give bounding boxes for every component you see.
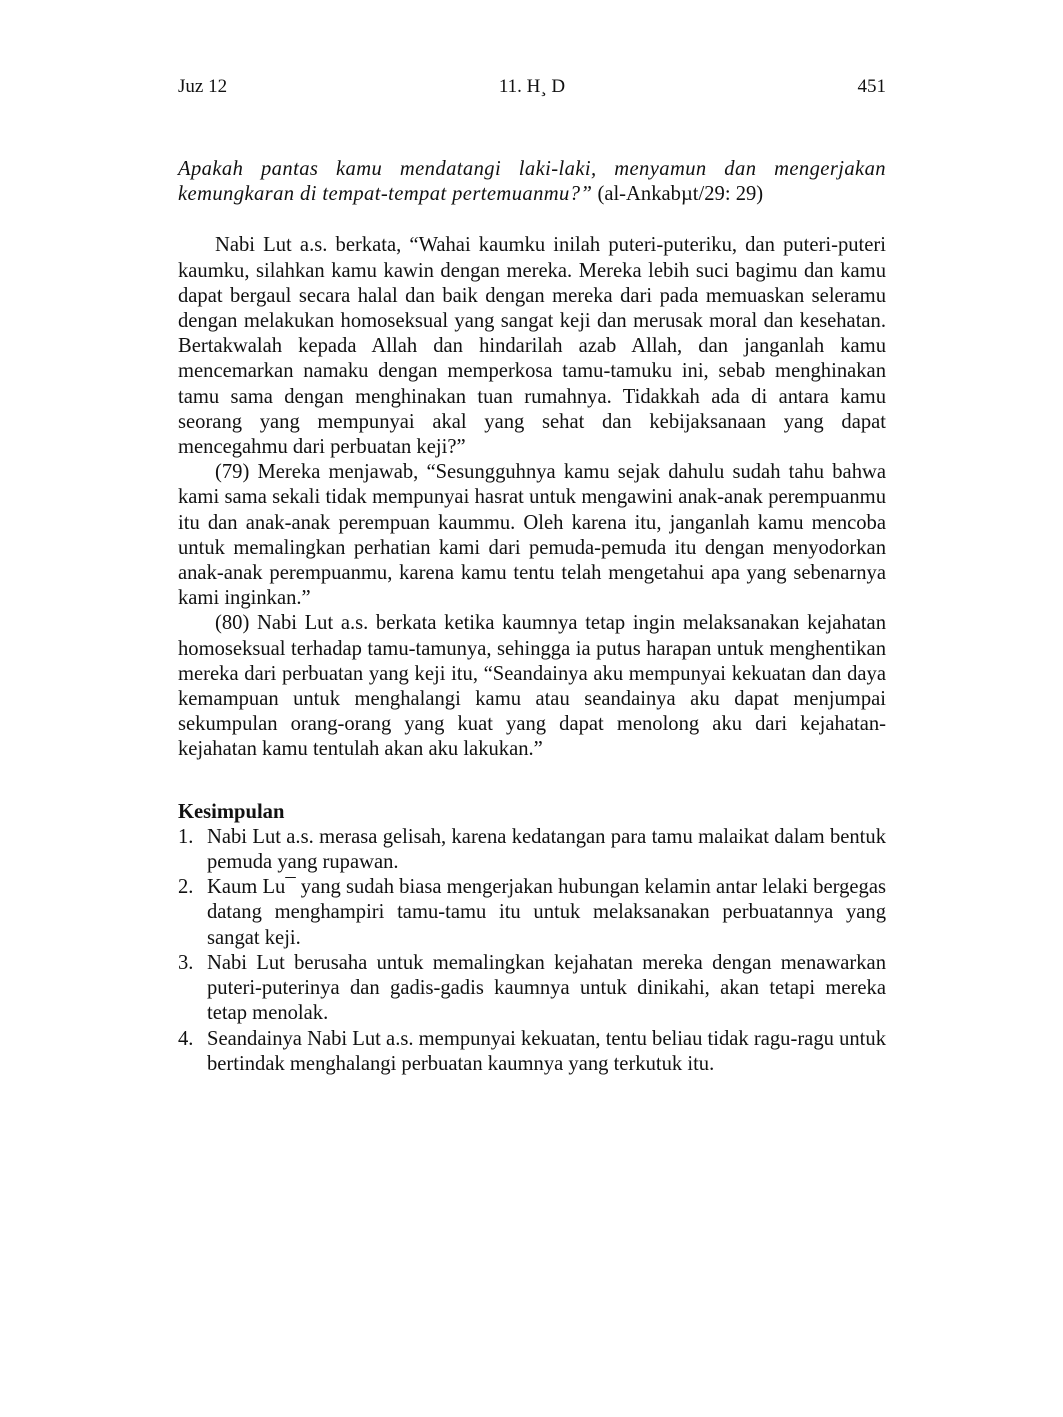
chapter-title: 11. H¸ D [498, 76, 566, 97]
verse-text: Apakah pantas kamu mendatangi laki-laki, menyamun dan mengerjakan kemungkaran di tempat-tempat pertemuanmu?” [178, 158, 886, 206]
list-item-text: Nabi Lut berusaha untuk memalingkan kejahatan mereka dengan menawarkan puteri-puterinya dan gadis-gadis kaumnya untuk dinikahi, akan tetapi mereka tetap menolak. [207, 951, 886, 1025]
juz-label: Juz 12 [178, 76, 228, 97]
paragraph-verse-80: (80) Nabi Lut a.s. berkata ketika kaumnya tetap ingin melaksanakan kejahatan homoseksual terhadap tamu-tamunya, sehingga ia putus harapan untuk menghentikan mereka dari perbuatan yang keji itu, “Seandainya aku mempunyai kekuatan dan daya kemampuan untuk menghalangi kamu atau seandainya aku dapat menjumpai sekumpulan orang-orang yang kuat yang dapat menolong aku dari kejahatan-kejahatan kamu tentulah akan aku lakukan.” [178, 612, 886, 761]
list-item-text: Kaum Lu¯ yang sudah biasa mengerjakan hubungan kelamin antar lelaki bergegas datang menghampiri tamu-tamu itu untuk melaksanakan perbuatannya yang sangat keji. [207, 876, 886, 949]
conclusion-heading: Kesimpulan [178, 800, 285, 823]
list-item [178, 951, 886, 1027]
list-item [178, 825, 886, 875]
list-item-text: Seandainya Nabi Lut a.s. mempunyai kekuatan, tentu beliau tidak ragu-ragu untuk bertindak menghalangi perbuatan kaumnya yang terkutuk itu. [207, 1027, 886, 1075]
list-number: 1. [178, 825, 194, 848]
verse-translation [178, 157, 886, 207]
book-page [178, 74, 886, 1077]
paragraph-lut-speech: Nabi Lut a.s. berkata, “Wahai kaumku inilah puteri-puteriku, dan puteri-puteri kaumku, silahkan kamu kawin dengan mereka. Mereka lebih suci bagimu dan kamu dapat bergaul secara halal dan baik dengan mereka dari pada memuaskan seleramu dengan melakukan homoseksual yang sangat keji dan merusak moral dan kesehatan. Bertakwalah kepada Allah dan hindarilah azab Allah, dan janganlah kamu mencemarkan namaku dengan memperkosa tamu-tamuku ini, sebab menghinakan tamu sama dengan menghinakan tuan rumahnya. Tidakkah ada di antara kamu seorang yang mempunyai akal yang sehat dan kebijaksanaan yang dapat mencegahmu dari perbuatan keji?” [178, 234, 886, 459]
verse-citation: (al-Ankabµt/29: 29) [592, 183, 764, 206]
list-item [178, 1027, 886, 1077]
list-number: 2. [178, 876, 194, 899]
list-number: 3. [178, 951, 194, 974]
running-header [178, 74, 886, 104]
list-item-text: Nabi Lut a.s. merasa gelisah, karena kedatangan para tamu malaikat dalam bentuk pemuda yang rupawan. [207, 825, 886, 874]
list-item [178, 875, 886, 951]
conclusion-list [178, 825, 886, 1077]
paragraph-verse-79: (79) Mereka menjawab, “Sesungguhnya kamu sejak dahulu sudah tahu bahwa kami sama sekali tidak mempunyai hasrat untuk mengawini anak-anak perempuanmu itu dan anak-anak perempuan kaummu. Oleh karena itu, janganlah kamu mencoba untuk memalingkan perhatian kami dari pemuda-pemuda itu dengan menyodorkan anak-anak perempuanmu, karena kamu tentu telah mengetahui apa yang sebenarnya kami inginkan.” [178, 461, 886, 610]
list-number: 4. [178, 1027, 194, 1050]
page-number: 451 [857, 76, 886, 97]
